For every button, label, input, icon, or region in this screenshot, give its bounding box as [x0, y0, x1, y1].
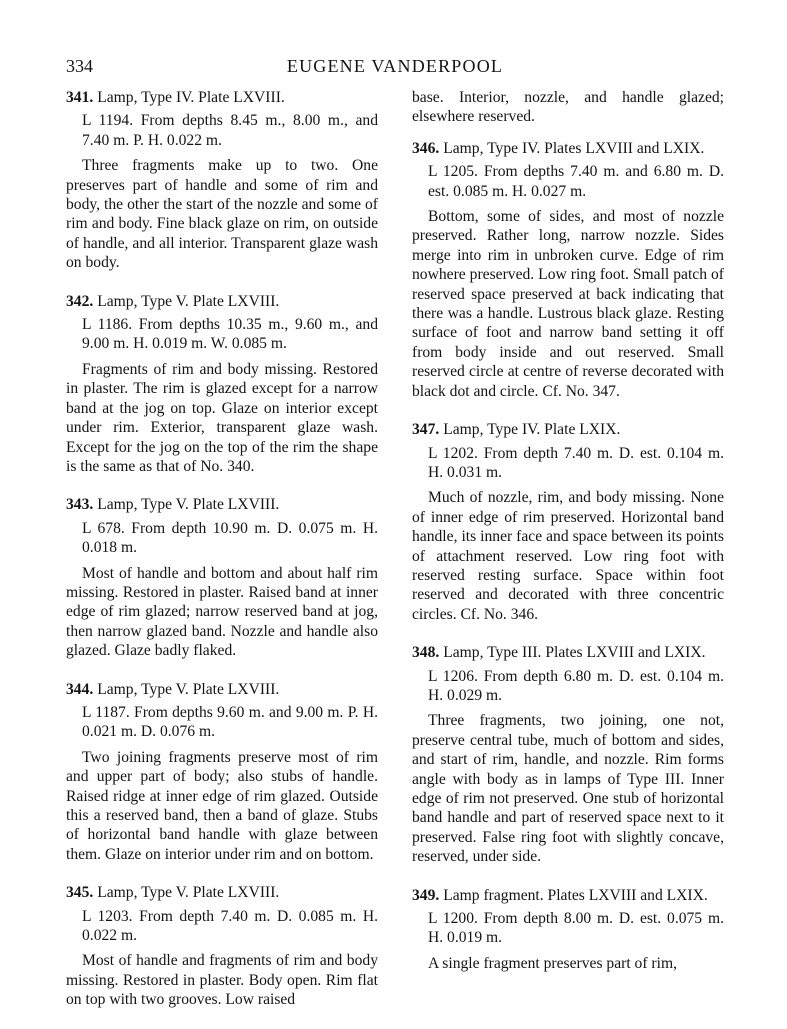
entry-reference: L 1206. From depth 6.80 m. D. est. 0.104 m. H. 0.029 m.	[428, 667, 724, 704]
catalogue-entry-345	[66, 883, 378, 1009]
entry-description: Most of handle and fragments of rim and body missing. Restored in plaster. Body open. Rim flat on top with two grooves. Low raised	[66, 952, 378, 1009]
continued-text: base. Interior, nozzle, and handle glazed; elsewhere reserved.	[412, 89, 724, 126]
entry-description: Most of handle and bottom and about half rim missing. Restored in plaster. Raised band at inner edge of rim glazed; narrow reserved band at jog, then narrow glazed band. Nozzle and handle also glazed. Glaze badly flaked.	[66, 564, 378, 660]
entry-description: Bottom, some of sides, and most of nozzle preserved. Rather long, narrow nozzle. Sides merge into rim in unbroken curve. Edge of rim nowhere preserved. Low ring foot. Small patch of reserved space preserved at back indicating that there was a handle. Lustrous black glaze. Resting surface of foot and narrow band setting it off from body inside and out reserved. Small reserved circle at centre of reverse decorated with black dot and circle. Cf. No. 347.	[412, 208, 724, 400]
entry-reference: L 1187. From depths 9.60 m. and 9.00 m. P. H. 0.021 m. D. 0.076 m.	[82, 703, 378, 741]
catalogue-entry-346	[412, 139, 724, 401]
entry-reference: L 1205. From depths 7.40 m. and 6.80 m. D. est. 0.085 m. H. 0.027 m.	[428, 163, 724, 200]
catalogue-entry-342	[66, 292, 378, 477]
catalogue-entry-343	[66, 495, 378, 660]
entry-title-text: Lamp, Type V. Plate LXVIII.	[97, 884, 280, 902]
catalogue-entry-341	[66, 88, 378, 273]
entry-number: 345.	[66, 884, 94, 902]
page-number: 334	[66, 56, 93, 76]
entry-title-text: Lamp, Type IV. Plate LXVIII.	[97, 89, 285, 106]
entry-title-text: Lamp, Type V. Plate LXVIII.	[97, 292, 280, 310]
entry-number: 347.	[412, 421, 440, 439]
catalogue-entry-348	[412, 643, 724, 866]
entry-title	[412, 886, 724, 905]
entry-title	[412, 139, 724, 158]
entry-number: 349.	[412, 886, 440, 904]
catalogue-entry-347	[412, 420, 724, 624]
catalogue-entry-349	[412, 886, 724, 974]
entry-title-text: Lamp, Type IV. Plates LXVIII and LXIX.	[443, 139, 705, 157]
entry-description: Three fragments make up to two. One preserves part of handle and some of rim and body, the other the start of the nozzle and some of rim and body. Fine black glaze on rim, on outside of handle, and all interior. Transparent glaze wash on body.	[66, 157, 378, 272]
entry-reference: L 1200. From depth 8.00 m. D. est. 0.075 m. H. 0.019 m.	[428, 910, 724, 947]
catalogue-entry-344	[66, 680, 378, 865]
entry-number: 341.	[66, 89, 94, 106]
entry-title-text: Lamp, Type IV. Plate LXIX.	[443, 421, 621, 439]
entry-reference: L 1194. From depths 8.45 m., 8.00 m., and 7.40 m. P. H. 0.022 m.	[82, 112, 378, 149]
entry-description: Fragments of rim and body missing. Restored in plaster. The rim is glazed except for a narrow band at the jog on top. Glaze on interior except under rim. Exterior, transparent glaze wash. Except for the jog on the top of the rim the shape is the same as that of No. 340.	[66, 360, 378, 475]
entry-number: 343.	[66, 496, 94, 514]
entry-description: Much of nozzle, rim, and body missing. None of inner edge of rim preserved. Horizontal band handle, its inner face and space between its points of attachment reserved. Low ring foot with reserved resting surface. Space within foot reserved and decorated with three concentric circles. Cf. No. 346.	[412, 489, 724, 623]
entry-title-text: Lamp, Type V. Plate LXVIII.	[97, 496, 280, 514]
entry-title	[66, 292, 378, 311]
entry-title	[66, 495, 378, 514]
entry-title	[66, 88, 378, 107]
entry-description: Two joining fragments preserve most of rim and upper part of body; also stubs of handle. Raised ridge at inner edge of rim glazed. Outside this a reserved band, then a band of glaze. Stubs of horizontal band handle with glaze between them. Glaze on interior under rim and on bottom.	[66, 748, 378, 863]
entry-title	[66, 680, 378, 699]
right-column	[412, 88, 724, 992]
entry-title-text: Lamp fragment. Plates LXVIII and LXIX.	[443, 886, 708, 904]
entry-number: 348.	[412, 644, 440, 662]
running-title: EUGENE VANDERPOOL	[286, 56, 504, 76]
entry-description: A single fragment preserves part of rim,	[428, 954, 677, 972]
entry-title-text: Lamp, Type V. Plate LXVIII.	[97, 680, 280, 698]
entry-title-text: Lamp, Type III. Plates LXVIII and LXIX.	[443, 644, 706, 662]
entry-reference: L 1202. From depth 7.40 m. D. est. 0.104 m. H. 0.031 m.	[428, 444, 724, 481]
entry-number: 346.	[412, 139, 440, 157]
entry-title	[412, 643, 724, 662]
entry-title	[66, 883, 378, 902]
entry-title	[412, 420, 724, 439]
left-column	[66, 88, 378, 1029]
entry-reference: L 1203. From depth 7.40 m. D. 0.085 m. H. 0.022 m.	[82, 907, 378, 945]
entry-reference: L 1186. From depths 10.35 m., 9.60 m., and 9.00 m. H. 0.019 m. W. 0.085 m.	[82, 316, 378, 353]
entry-number: 342.	[66, 292, 94, 310]
entry-reference: L 678. From depth 10.90 m. D. 0.075 m. H. 0.018 m.	[82, 519, 378, 557]
entry-number: 344.	[66, 680, 94, 698]
page-header	[66, 56, 724, 80]
entry-description: Three fragments, two joining, one not, preserve central tube, much of bottom and sides, and start of rim, handle, and nozzle. Rim forms angle with body as in lamps of Type III. Inner edge of rim not preserved. One stub of horizontal band handle and part of reserved space next to it preserved. False ring foot with slightly concave, reserved, under side.	[412, 712, 724, 866]
